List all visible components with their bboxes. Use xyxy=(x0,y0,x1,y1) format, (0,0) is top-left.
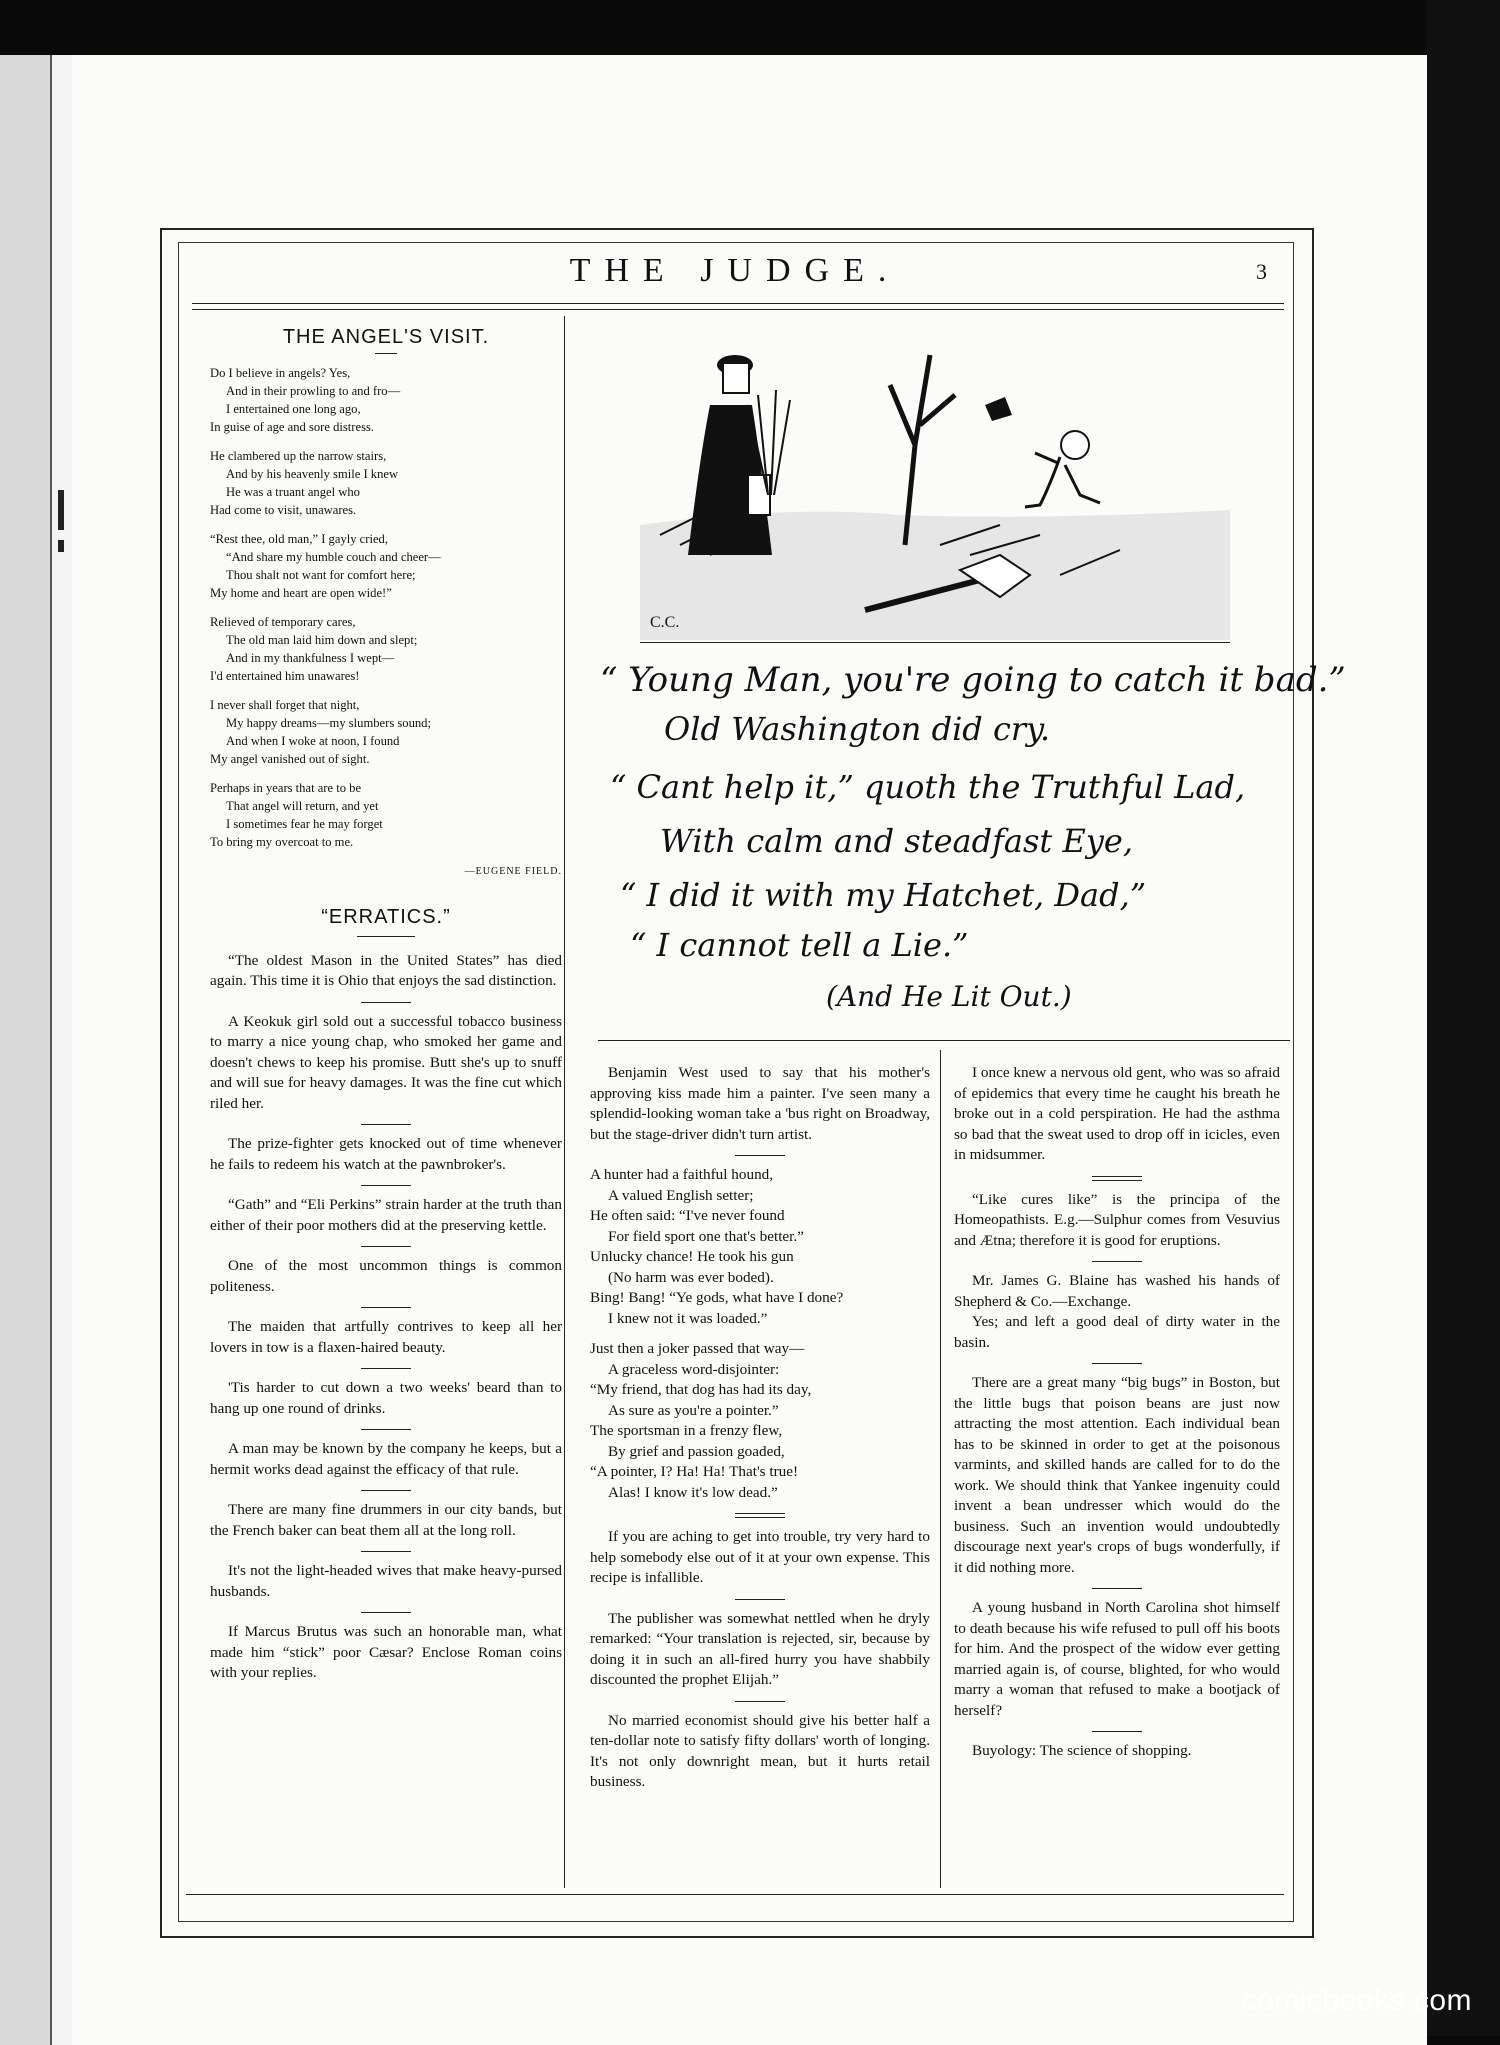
verse-line: By grief and passion goaded, xyxy=(608,1442,785,1460)
verse-line: “ I did it with my Hatchet, Dad,” xyxy=(620,876,1147,914)
poem-line: He was a truant angel who xyxy=(226,484,360,499)
poem-stanza xyxy=(210,779,562,851)
poem-line: And in their prowling to and fro— xyxy=(226,383,401,398)
poem-line: That angel will return, and yet xyxy=(226,798,379,813)
poem-author: —EUGENE FIELD. xyxy=(464,865,562,877)
poem-line: And when I woke at noon, I found xyxy=(226,733,400,748)
separator xyxy=(361,1185,411,1186)
title-rule xyxy=(375,353,397,354)
poem-line: In guise of age and sore distress. xyxy=(210,419,375,434)
paragraph: There are a great many “big bugs” in Boston, but the little bugs that poison beans are just now attracting the most attention. Each individual bean has to be skinned in order to get at the poisonous varmints, and skilled hands are called for to do the work. We should think that Yankee ingenuity could invent a bean undresser which would do the business. Such an invention would undoubtedly discourage next year's crops of bugs wonderfully, if it did nothing more. xyxy=(954,1374,1280,1576)
paragraph: Mr. James G. Blaine has washed his hands of Shepherd & Co.—Exchange. xyxy=(954,1272,1280,1310)
separator xyxy=(1092,1261,1142,1262)
paragraph: If you are aching to get into trouble, try very hard to help somebody else out of it at your own expense. This recipe is infallible. xyxy=(590,1528,930,1586)
binding-mark xyxy=(58,540,64,552)
separator xyxy=(361,1246,411,1247)
erratic-item: The prize-fighter gets knocked out of time whenever he fails to redeem his watch at the pawnbroker's. xyxy=(210,1135,562,1173)
paragraph: Buyology: The science of shopping. xyxy=(972,1742,1192,1759)
poem-line: My happy dreams—my slumbers sound; xyxy=(226,715,431,730)
poem-line: To bring my overcoat to me. xyxy=(210,834,354,849)
section-title: “ERRATICS.” xyxy=(321,906,451,928)
verse-line: “My friend, that dog has had its day, xyxy=(590,1381,812,1398)
verse-line: For field sport one that's better.” xyxy=(608,1227,804,1245)
poem-line: My angel vanished out of sight. xyxy=(210,751,370,766)
separator xyxy=(1092,1731,1142,1732)
hunter-verse xyxy=(590,1165,930,1503)
running-boy xyxy=(985,397,1100,507)
separator xyxy=(361,1124,411,1125)
poem-line: I'd entertained him unawares! xyxy=(210,668,360,683)
erratics-list xyxy=(210,951,562,1684)
paragraph: “Like cures like” is the principa of the Homeopathists. E.g.—Sulphur comes from Vesuvius and Ætna; therefore it is good for eruptions. xyxy=(954,1190,1280,1249)
artist-signature: C.C. xyxy=(650,614,680,631)
masthead-title: THE JUDGE. xyxy=(569,252,901,289)
verse-line: Alas! I know it's low dead.” xyxy=(608,1483,778,1501)
separator xyxy=(735,1701,785,1702)
middle-column xyxy=(590,1063,930,1793)
separator xyxy=(361,1551,411,1552)
poem-line: Thou shalt not want for comfort here; xyxy=(226,567,416,582)
poem-line: And in my thankfulness I wept— xyxy=(226,650,395,665)
paragraph: A young husband in North Carolina shot himself to death because his wife refused to pull off his boots for him. And the prospect of the widow ever getting married again is, of course, blighted, for who would marry a woman that refused to make a bootjack of herself? xyxy=(954,1599,1280,1719)
erratic-item: A Keokuk girl sold out a successful tobacco business to marry a nice young chap, who smoked her game and doesn't chews to keep his promise. Butt she's up to snuff and will sue for heavy damages. It was the fine cut which riled her. xyxy=(210,1012,562,1112)
poem-line: Do I believe in angels? Yes, xyxy=(210,365,351,380)
poem-line: He clambered up the narrow stairs, xyxy=(210,448,387,463)
right-column xyxy=(954,1063,1280,1762)
poem-title: THE ANGEL'S VISIT. xyxy=(282,326,490,348)
verse-line: The sportsman in a frenzy flew, xyxy=(590,1422,783,1439)
paragraph: I once knew a nervous old gent, who was so afraid of epidemics that every time he caught his breath he broke out in a cold perspiration. He had the asthma so bad that the sweat used to drop off in icicles, even in midsummer. xyxy=(954,1064,1280,1163)
verse-line: Old Washington did cry. xyxy=(664,710,1051,748)
verse-line: Unlucky chance! He took his gun xyxy=(590,1248,794,1265)
column-divider xyxy=(940,1050,941,1888)
erratic-item: A man may be known by the company he keeps, but a hermit works dead against the efficacy of that rule. xyxy=(210,1440,562,1478)
cartoon-bottom-rule xyxy=(598,1040,1290,1041)
erratic-item: “Gath” and “Eli Perkins” strain harder at the truth than either of their poor mothers did at the preserving kettle. xyxy=(210,1196,562,1234)
poem-line: “Rest thee, old man,” I gayly cried, xyxy=(210,531,388,546)
separator xyxy=(735,1599,785,1600)
paragraph: Yes; and left a good deal of dirty water in the basin. xyxy=(954,1313,1280,1351)
masthead-rule xyxy=(192,309,1284,310)
poem-line: And by his heavenly smile I knew xyxy=(226,466,399,481)
verse-line: Just then a joker passed that way— xyxy=(590,1340,805,1357)
verse-line: “A pointer, I? Ha! Ha! That's true! xyxy=(590,1463,799,1480)
separator xyxy=(361,1429,411,1430)
poem-line: Relieved of temporary cares, xyxy=(210,614,356,629)
poem-line: I entertained one long ago, xyxy=(226,401,361,416)
watermark: comicbooks.com xyxy=(1241,1984,1472,2017)
separator xyxy=(361,1368,411,1369)
facing-page-edge xyxy=(50,55,74,2045)
verse-line: “ I cannot tell a Lie.” xyxy=(630,926,969,964)
binding-mark xyxy=(58,490,64,530)
verse-line: (No harm was ever boded). xyxy=(608,1268,774,1286)
verse-line: A hunter had a faithful hound, xyxy=(590,1166,774,1183)
poem-line: Had come to visit, unawares. xyxy=(210,502,357,517)
erratic-item: One of the most uncommon things is common politeness. xyxy=(210,1257,562,1295)
poem-stanza xyxy=(210,530,562,602)
separator xyxy=(735,1155,785,1156)
separator xyxy=(1092,1588,1142,1589)
separator xyxy=(361,1307,411,1308)
page-bottom-rule xyxy=(186,1894,1284,1895)
page-number: 3 xyxy=(1256,259,1267,284)
verse-line: As sure as you're a pointer.” xyxy=(608,1401,779,1419)
poem-stanza xyxy=(210,447,562,519)
poem-stanza xyxy=(210,696,562,768)
separator xyxy=(735,1513,785,1518)
poem-stanza xyxy=(210,613,562,685)
title-rule xyxy=(357,936,415,937)
poem-line: “And share my humble couch and cheer— xyxy=(226,549,441,564)
verse-line xyxy=(590,1329,930,1339)
erratic-item: The maiden that artfully contrives to keep all her lovers in tow is a flaxen-haired beauty. xyxy=(210,1318,562,1356)
verse-line: He often said: “I've never found xyxy=(590,1207,785,1224)
poem-line: Perhaps in years that are to be xyxy=(210,780,362,795)
left-column xyxy=(210,327,562,1684)
separator xyxy=(361,1002,411,1003)
verse-closing: (And He Lit Out.) xyxy=(826,980,1072,1013)
paragraph: The publisher was somewhat nettled when he dryly remarked: “Your translation is rejected, sir, because by doing it in such an all-fired hurry you have shabbily discounted the prophet Elijah.” xyxy=(590,1609,930,1688)
washington-cartoon xyxy=(640,335,1230,640)
separator xyxy=(1092,1176,1142,1181)
erratic-item: 'Tis harder to cut down a two weeks' beard than to hang up one round of drinks. xyxy=(210,1379,562,1417)
poem-stanza xyxy=(210,364,562,436)
poem-line: My home and heart are open wide!” xyxy=(210,585,392,600)
paragraph: No married economist should give his better half a ten-dollar note to satisfy fifty dollars' worth of longing. It's not only downright mean, but it hurts retail business. xyxy=(590,1711,930,1790)
verse-line: I knew not it was loaded.” xyxy=(608,1309,768,1327)
cartoon-rule xyxy=(640,642,1230,643)
separator xyxy=(1092,1363,1142,1364)
erratic-item: There are many fine drummers in our city bands, but the French baker can beat them all at the long roll. xyxy=(210,1501,562,1539)
erratic-item: If Marcus Brutus was such an honorable man, what made him “stick” poor Cæsar? Enclose Roman coins with your replies. xyxy=(210,1623,562,1681)
verse-line: “ Cant help it,” quoth the Truthful Lad, xyxy=(610,768,1246,806)
separator xyxy=(361,1490,411,1491)
verse-line: A valued English setter; xyxy=(608,1186,754,1204)
poem-line: I never shall forget that night, xyxy=(210,697,360,712)
poem-line: The old man laid him down and slept; xyxy=(226,632,418,647)
paragraph: Benjamin West used to say that his mother's approving kiss made him a painter. I've seen many a splendid-looking woman take a 'bus right on Broadway, but the stage-driver didn't turn artist. xyxy=(590,1064,930,1143)
book-spine xyxy=(1427,0,1500,2036)
verse-line: A graceless word-disjointer: xyxy=(608,1360,780,1378)
column-divider xyxy=(564,316,565,1888)
erratic-item: It's not the light-headed wives that make heavy-pursed husbands. xyxy=(210,1562,562,1600)
angels-visit-poem xyxy=(210,364,562,851)
verse-line: Bing! Bang! “Ye gods, what have I done? xyxy=(590,1289,844,1306)
erratic-item: “The oldest Mason in the United States” has died again. This time it is Ohio that enjoys the sad distinction. xyxy=(210,951,562,989)
verse-line: “ Young Man, you're going to catch it bad.” xyxy=(600,660,1346,700)
separator xyxy=(361,1612,411,1613)
verse-line: With calm and steadfast Eye, xyxy=(660,822,1133,860)
masthead-rule xyxy=(192,303,1284,304)
poem-line: I sometimes fear he may forget xyxy=(226,816,383,831)
